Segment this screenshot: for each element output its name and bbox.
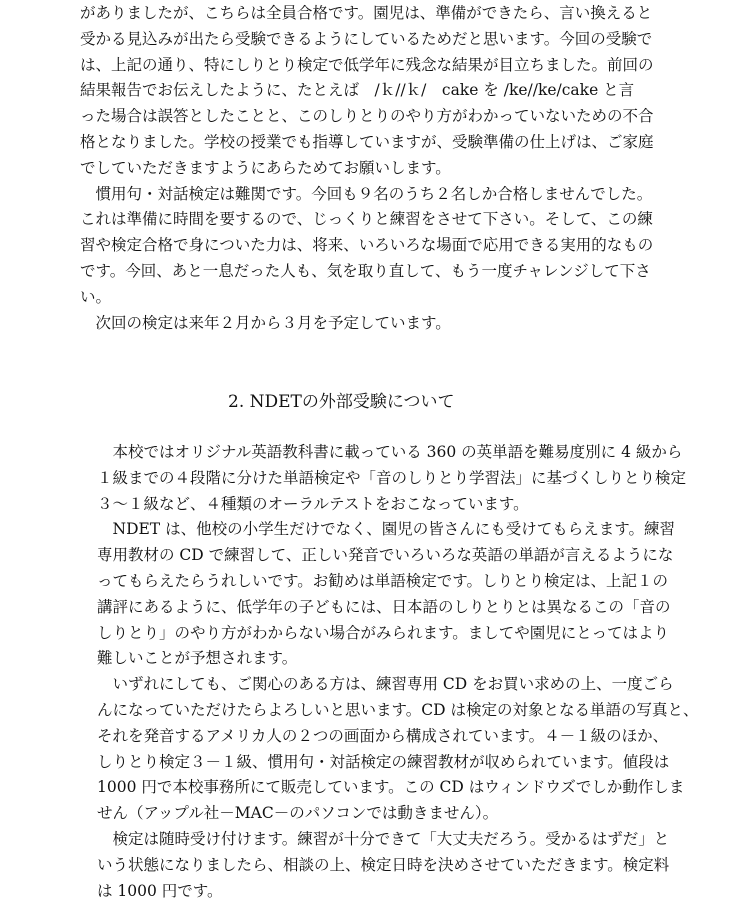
- text-line: んになっていただけたらよろしいと思います。CD は検定の対象となる単語の写真と、: [97, 701, 699, 719]
- text-line: それを発音するアメリカ人の２つの画面から構成されています。４－１級のほか、: [97, 726, 669, 745]
- text-line: 検定は随時受け付けます。練習が十分できて「大丈夫だろう。受かるはずだ」と: [97, 830, 670, 848]
- text-line: は 1000 円です。: [97, 881, 223, 900]
- text-line: 慣用句・対話検定は難関です。今回も９名のうち２名しか合格しませんでした。: [80, 184, 653, 203]
- text-line: 1000 円で本校事務所にて販売しています。この CD はウィンドウズでしか動作しま: [97, 778, 685, 797]
- text-line: NDET は、他校の小学生だけでなく、園児の皆さんにも受けてもらえます。練習: [97, 520, 676, 539]
- text-line: これは準備に時間を要するので、じっくりと練習をさせて下さい。そして、この練: [80, 210, 653, 229]
- text-line: 格となりました。学校の授業でも指導していますが、受験準備の仕上げは、ご家庭: [80, 133, 654, 151]
- text-line: いずれにしても、ご関心のある方は、練習専用 CD をお買い求めの上、一度ごら: [97, 675, 674, 694]
- text-line: でしていただきますようにあらためてお願いします。: [80, 158, 451, 177]
- text-line: ３～１級など、４種類のオーラルテストをおこなっています。: [97, 494, 529, 513]
- section-2-heading: 2. NDETの外部受験について: [228, 392, 455, 412]
- text-line: ってもらえたらうれしいです。お勧めは単語検定です。しりとり検定は、上記１の: [97, 572, 669, 590]
- text-line: 結果報告でお伝えしたように、たとえば /ｋ//ｋ/ cake を /ke//ke/cake と言: [80, 81, 635, 100]
- text-line: いう状態になりましたら、相談の上、検定日時を決めさせていただきます。検定料: [97, 855, 670, 874]
- text-line: 受かる見込みが出たら受験できるようにしているためだと思います。今回の受験で: [80, 29, 653, 48]
- text-line: は、上記の通り、特にしりとり検定で低学年に残念な結果が目立ちました。前回の: [80, 55, 654, 74]
- text-line: 本校ではオリジナル英語教科書に載っている 360 の英単語を難易度別に 4 級から: [97, 443, 683, 461]
- text-line: せん（アップル社－MAC－のパソコンでは動きません）。: [97, 804, 499, 823]
- text-line: 難しいことが予想されます。: [97, 649, 298, 668]
- text-line: 講評にあるように、低学年の子どもには、日本語のしりとりとは異なるこの「音の: [97, 597, 671, 616]
- text-line: がありましたが、こちらは全員合格です。園児は、準備ができたら、言い換えると: [80, 4, 653, 22]
- text-line: しりとり検定３－１級、慣用句・対話検定の練習教材が収められています。値段は: [97, 752, 670, 771]
- text-line: です。今回、あと一息だった人も、気を取り直して、もう一度チャレンジして下さ: [80, 262, 651, 280]
- text-line: 習や検定合格で身についた力は、将来、いろいろな場面で応用できる実用的なもの: [80, 236, 654, 255]
- text-line: １級までの４段階に分けた単語検定や「音のしりとり学習法」に基づくしりとり検定: [97, 468, 687, 487]
- text-line: しりとり」のやり方がわからない場合がみられます。ましてや園児にとってはより: [97, 623, 669, 642]
- text-line: 次回の検定は来年２月から３月を予定しています。: [80, 313, 451, 332]
- text-line: い。: [80, 287, 112, 306]
- text-line: 専用教材の CD で練習して、正しい発音でいろいろな英語の単語が言えるようにな: [97, 546, 674, 565]
- text-line: った場合は誤答としたことと、このしりとりのやり方がわかっていないための不合: [80, 107, 654, 126]
